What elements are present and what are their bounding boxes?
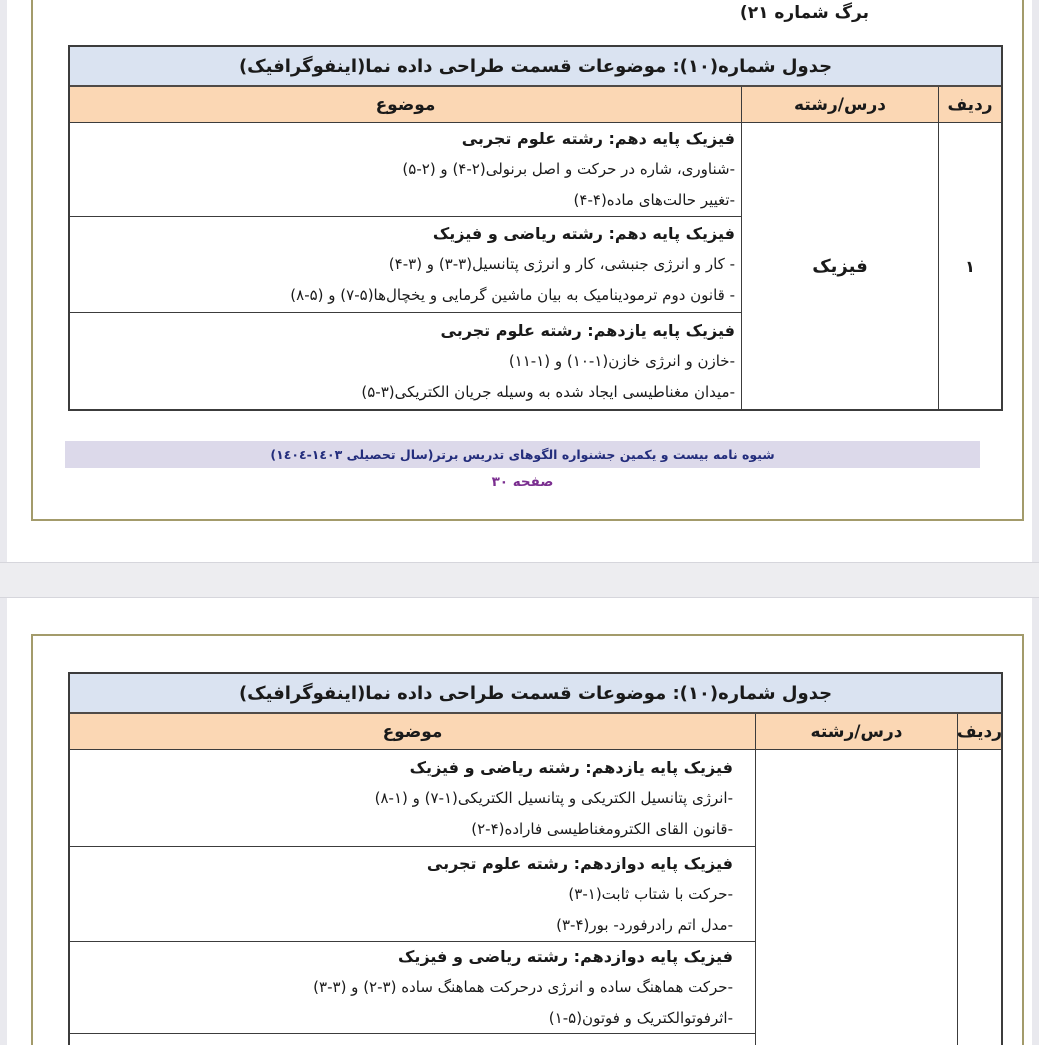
row-number-cell: ۱ [938, 123, 1001, 409]
topic-block [70, 123, 741, 216]
header-cell-course: درس/رشته [741, 87, 938, 122]
table-header-row [70, 87, 1001, 123]
topic-block-title: فیزیک پایه یازدهم: رشته ریاضی و فیزیک [409, 757, 733, 777]
topic-item: -خازن و انرژی خازن(۱-۱۰) و (۱-۱۱) [508, 351, 735, 370]
festival-footer-note: شیوه نامه بیست و یکمین جشنواره الگوهای تدریس برتر(سال تحصیلی ١٤٠٣-١٤٠٤) [65, 441, 980, 468]
course-cell: فیزیک [741, 123, 938, 409]
table-title: جدول شماره(۱۰): موضوعات قسمت طراحی داده نما(اینفوگرافیک) [70, 47, 1001, 87]
topic-item: -حرکت با شتاب ثابت(۱-۳) [568, 884, 733, 903]
table-body [70, 123, 1001, 409]
row-number-cell-empty [957, 750, 1001, 1045]
topic-item: - کار و انرژی جنبشی، کار و انرژی پتانسیل(۳-۳) و (۳-۴) [388, 255, 735, 273]
topic-item: -انرژی پتانسیل الکتریکی و پتانسیل الکتریکی(۱-۷) و (۱-۸) [374, 788, 733, 807]
topic-item: -میدان مغناطیسی ایجاد شده به وسیله جریان الکتریکی(۳-۵) [361, 382, 735, 401]
topic-block [70, 750, 755, 846]
page-number: صفحه ۳۰ [491, 474, 554, 490]
topic-block-partial [70, 1033, 755, 1045]
header-cell-course: درس/رشته [755, 714, 957, 749]
header-cell-row: ردیف [938, 87, 1001, 122]
topic-block-title: فیزیک پایه یازدهم: رشته علوم تجربی [440, 320, 735, 340]
topic-block [70, 941, 755, 1033]
topic-column [70, 750, 755, 1045]
topic-item: -مدل اتم رادرفورد- بور(۴-۳) [556, 915, 733, 934]
page-separator [0, 562, 1039, 598]
course-cell-empty [755, 750, 957, 1045]
topic-block [70, 216, 741, 312]
sheet-number-heading: برگ شماره ۲۱) [739, 3, 869, 23]
table-title: جدول شماره(۱۰): موضوعات قسمت طراحی داده نما(اینفوگرافیک) [70, 674, 1001, 714]
topic-block-title: فیزیک پایه دوازدهم: رشته علوم تجربی [426, 853, 733, 873]
topic-block-title: فیزیک پایه دهم: رشته ریاضی و فیزیک [432, 224, 735, 243]
topic-item: -تغییر حالت‌های ماده(۴-۴) [573, 191, 735, 209]
header-cell-topic: موضوع [375, 94, 436, 115]
topics-table-2 [68, 672, 1003, 1045]
topic-block [70, 846, 755, 941]
topic-item: - قانون دوم ترمودینامیک به بیان ماشین گرمایی و یخچال‌ها(۵-۷) و (۵-۸) [290, 286, 735, 304]
header-cell-topic: موضوع [382, 721, 443, 742]
topics-table-1 [68, 45, 1003, 411]
topic-item: -حرکت هماهنگ ساده و انرژی درحرکت هماهنگ ساده (۳-۲) و (۳-۳) [313, 978, 733, 996]
table-body [70, 750, 1001, 1045]
topic-block-title: فیزیک پایه دوازدهم: رشته ریاضی و فیزیک [398, 947, 733, 966]
topic-block [70, 312, 741, 409]
topic-item: -اثرفوتوالکتریک و فوتون(۵-۱) [548, 1009, 733, 1027]
document-page-2 [7, 598, 1032, 1045]
topic-column [70, 123, 741, 409]
table-header-row [70, 714, 1001, 750]
header-cell-row: ردیف [957, 714, 1001, 749]
topic-block-title: فیزیک پایه دهم: رشته علوم تجربی [461, 129, 735, 148]
topic-item: -قانون القای الکترومغناطیسی فاراده(۴-۲) [471, 819, 733, 838]
topic-item: -شناوری، شاره در حرکت و اصل برنولی(۲-۴) و (۲-۵) [402, 160, 735, 178]
document-page-1 [7, 0, 1032, 562]
